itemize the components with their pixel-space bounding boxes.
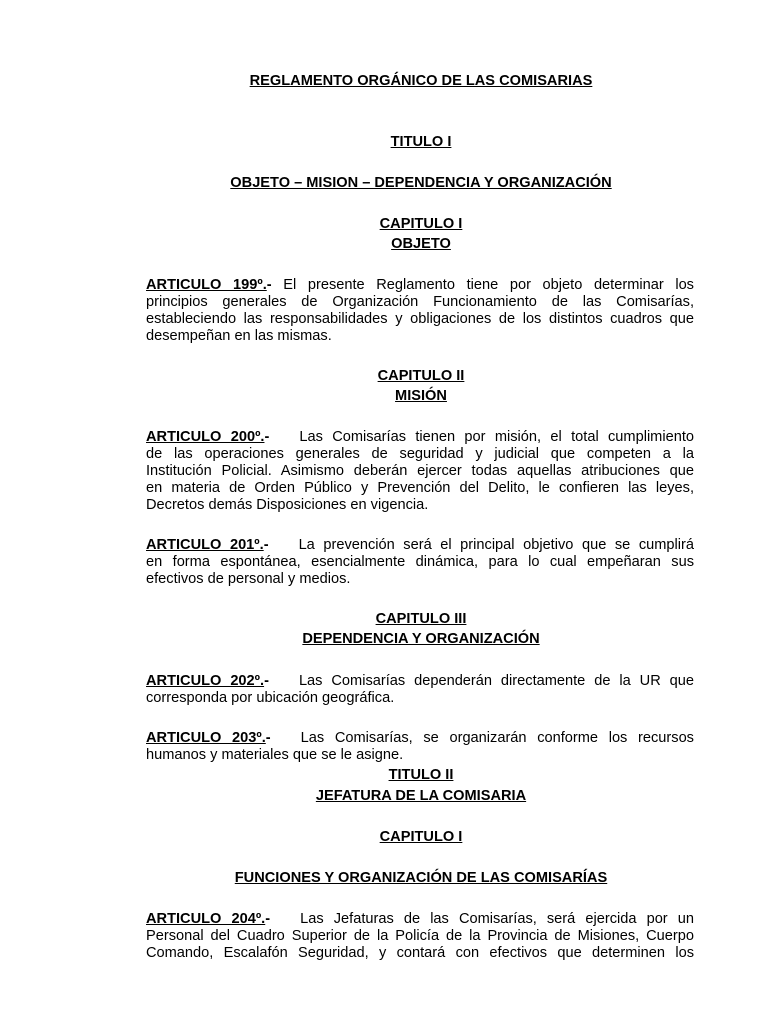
article-202-line-1: ARTICULO 202º.- Las Comisarías dependerán directamente de la UR que bbox=[146, 673, 695, 689]
article-199 bbox=[146, 277, 694, 345]
main-title: REGLAMENTO ORGÁNICO DE LAS COMISARIAS bbox=[249, 73, 593, 89]
capitulo-3-heading: CAPITULO III bbox=[375, 611, 467, 627]
titulo-2-name: JEFATURA DE LA COMISARIA bbox=[315, 788, 527, 804]
article-202-text-1: Las Comisarías dependerán directamente de la UR que bbox=[298, 673, 695, 689]
article-202 bbox=[146, 673, 694, 707]
titulo-1-name: OBJETO – MISION – DEPENDENCIA Y ORGANIZACIÓN bbox=[230, 175, 612, 191]
article-200-label: ARTICULO 200º. bbox=[146, 429, 265, 445]
titulo-1-heading: TITULO I bbox=[390, 134, 452, 150]
article-203-line-1: ARTICULO 203º.- Las Comisarías, se organizarán conforme los recursos bbox=[146, 730, 694, 746]
article-201 bbox=[146, 537, 694, 588]
article-199-line-1: ARTICULO 199º.- El presente Reglamento tiene por objeto determinar los bbox=[146, 277, 694, 293]
capitulo-1-name: OBJETO bbox=[391, 236, 451, 252]
article-200-text-1: Las Comisarías tienen por misión, el total cumplimiento bbox=[299, 429, 694, 445]
capitulo-t2-1-name: FUNCIONES Y ORGANIZACIÓN DE LAS COMISARÍAS bbox=[234, 870, 608, 886]
article-200-line-3: Institución Policial. Asimismo deberán ejercer todas aquellas atribuciones que bbox=[146, 463, 694, 479]
article-202-line-2: corresponda por ubicación geográfica. bbox=[146, 690, 395, 706]
article-200-line-5: Decretos demás Disposiciones en vigencia. bbox=[146, 497, 429, 513]
article-203 bbox=[146, 730, 694, 764]
article-199-text-1: El presente Reglamento tiene por objeto determinar los bbox=[283, 277, 694, 293]
capitulo-2-name: MISIÓN bbox=[395, 388, 447, 404]
article-200-line-2: de las operaciones generales de seguridad y judicial que competen a la bbox=[146, 446, 694, 462]
article-201-line-2: en forma espontánea, esencialmente dinámica, para lo cual empeñaran sus bbox=[146, 554, 694, 570]
article-204-text-1: Las Jefaturas de las Comisarías, será ejercida por un bbox=[300, 911, 694, 927]
capitulo-3-name: DEPENDENCIA Y ORGANIZACIÓN bbox=[302, 631, 540, 647]
article-203-line-2: humanos y materiales que se le asigne. bbox=[146, 747, 404, 763]
article-200-line-4: en materia de Orden Público y Prevención del Delito, le confieren las leyes, bbox=[146, 480, 694, 496]
capitulo-t2-1-heading: CAPITULO I bbox=[379, 829, 463, 845]
article-199-label: ARTICULO 199º. bbox=[146, 277, 267, 293]
article-199-line-2: principios generales de Organización Funcionamiento de las Comisarías, bbox=[146, 294, 694, 310]
article-204 bbox=[146, 911, 694, 962]
capitulo-1-heading: CAPITULO I bbox=[379, 216, 463, 232]
article-201-text-1: La prevención será el principal objetivo que se cumplirá bbox=[298, 537, 694, 553]
article-202-label: ARTICULO 202º. bbox=[146, 673, 265, 689]
article-200-line-1: ARTICULO 200º.- Las Comisarías tienen por misión, el total cumplimiento bbox=[146, 429, 694, 445]
article-199-line-3: estableciendo las responsabilidades y obligaciones de los distintos cuadros que bbox=[146, 311, 694, 327]
article-199-line-4: desempeñan en las mismas. bbox=[146, 328, 332, 344]
article-203-label: ARTICULO 203º. bbox=[146, 730, 266, 746]
capitulo-2-heading: CAPITULO II bbox=[377, 368, 465, 384]
titulo-2-heading: TITULO II bbox=[388, 767, 454, 783]
article-204-line-3: Comando, Escalafón Seguridad, y contará con efectivos que determinen los bbox=[146, 945, 694, 961]
article-201-line-3: efectivos de personal y medios. bbox=[146, 571, 351, 587]
article-204-line-2: Personal del Cuadro Superior de la Policía de la Provincia de Misiones, Cuerpo bbox=[146, 928, 694, 944]
article-204-line-1: ARTICULO 204º.- Las Jefaturas de las Comisarías, será ejercida por un bbox=[146, 911, 694, 927]
article-201-label: ARTICULO 201º. bbox=[146, 537, 264, 553]
article-201-line-1: ARTICULO 201º.- La prevención será el principal objetivo que se cumplirá bbox=[146, 537, 694, 553]
article-203-text-1: Las Comisarías, se organizarán conforme los recursos bbox=[300, 730, 694, 746]
article-200 bbox=[146, 429, 694, 514]
article-204-label: ARTICULO 204º. bbox=[146, 911, 266, 927]
